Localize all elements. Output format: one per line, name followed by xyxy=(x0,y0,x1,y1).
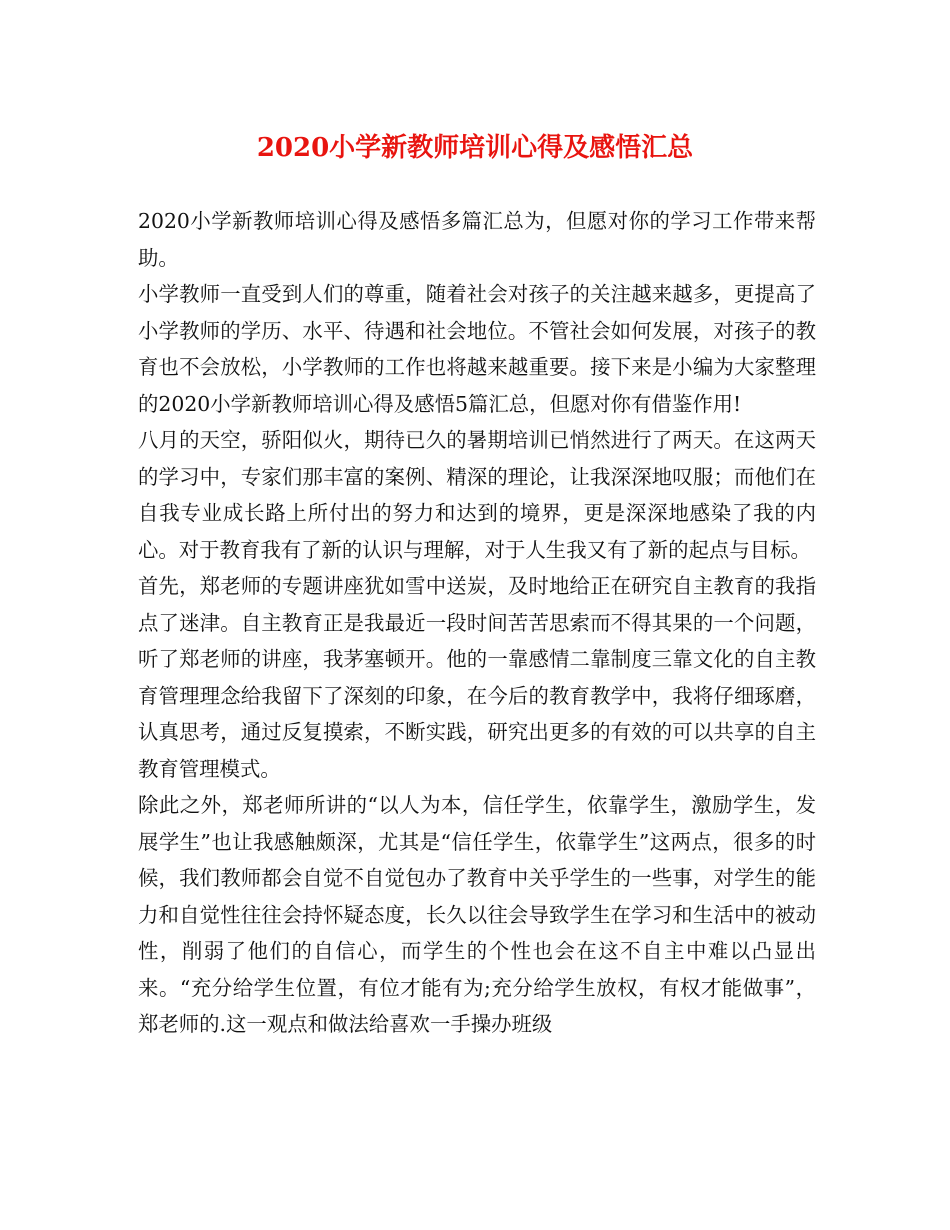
paragraph-intro: 2020小学新教师培训心得及感悟多篇汇总为，但愿对你的学习工作带来帮助。 xyxy=(138,209,816,270)
document-body xyxy=(138,203,816,1043)
paragraph-trust-students: 除此之外，郑老师所讲的“以人为本，信任学生，依靠学生，激励学生，发展学生”也让我感触颇深，尤其是“信任学生，依靠学生”这两点，很多的时候，我们教师都会自觉不自觉包办了教育中关乎学生的一些事，对学生的能力和自觉性往往会持怀疑态度，长久以往会导致学生在学习和生活中的被动性，削弱了他们的自信心，而学生的个性也会在这不自主中难以凸显出来。“充分给学生位置，有位才能有为;充分给学生放权，有权才能做事”，郑老师的.这一观点和做法给喜欢一手操办班级 xyxy=(138,793,816,1036)
document-title: 2020小学新教师培训心得及感悟汇总 xyxy=(256,133,694,163)
paragraph-background: 小学教师一直受到人们的尊重，随着社会对孩子的关注越来越多，更提高了小学教师的学历、水平、待遇和社会地位。不管社会如何发展，对孩子的教育也不会放松，小学教师的工作也将越来越重要。接下来是小编为大家整理的2020小学新教师培训心得及感悟5篇汇总，但愿对你有借鉴作用! xyxy=(138,282,816,416)
paragraph-august-training: 八月的天空，骄阳似火，期待已久的暑期培训已悄然进行了两天。在这两天的学习中，专家们那丰富的案例、精深的理论，让我深深地叹服；而他们在自我专业成长路上所付出的努力和达到的境界，更是深深地感染了我的内心。对于教育我有了新的认识与理解，对于人生我又有了新的起点与目标。 xyxy=(138,428,816,562)
paragraph-lecture-first: 首先，郑老师的专题讲座犹如雪中送炭，及时地给正在研究自主教育的我指点了迷津。自主教育正是我最近一段时间苦苦思索而不得其果的一个问题，听了郑老师的讲座，我茅塞顿开。他的一靠感情二靠制度三靠文化的自主教育管理理念给我留下了深刻的印象，在今后的教育教学中，我将仔细琢磨，认真思考，通过反复摸索，不断实践，研究出更多的有效的可以共享的自主教育管理模式。 xyxy=(138,574,816,781)
